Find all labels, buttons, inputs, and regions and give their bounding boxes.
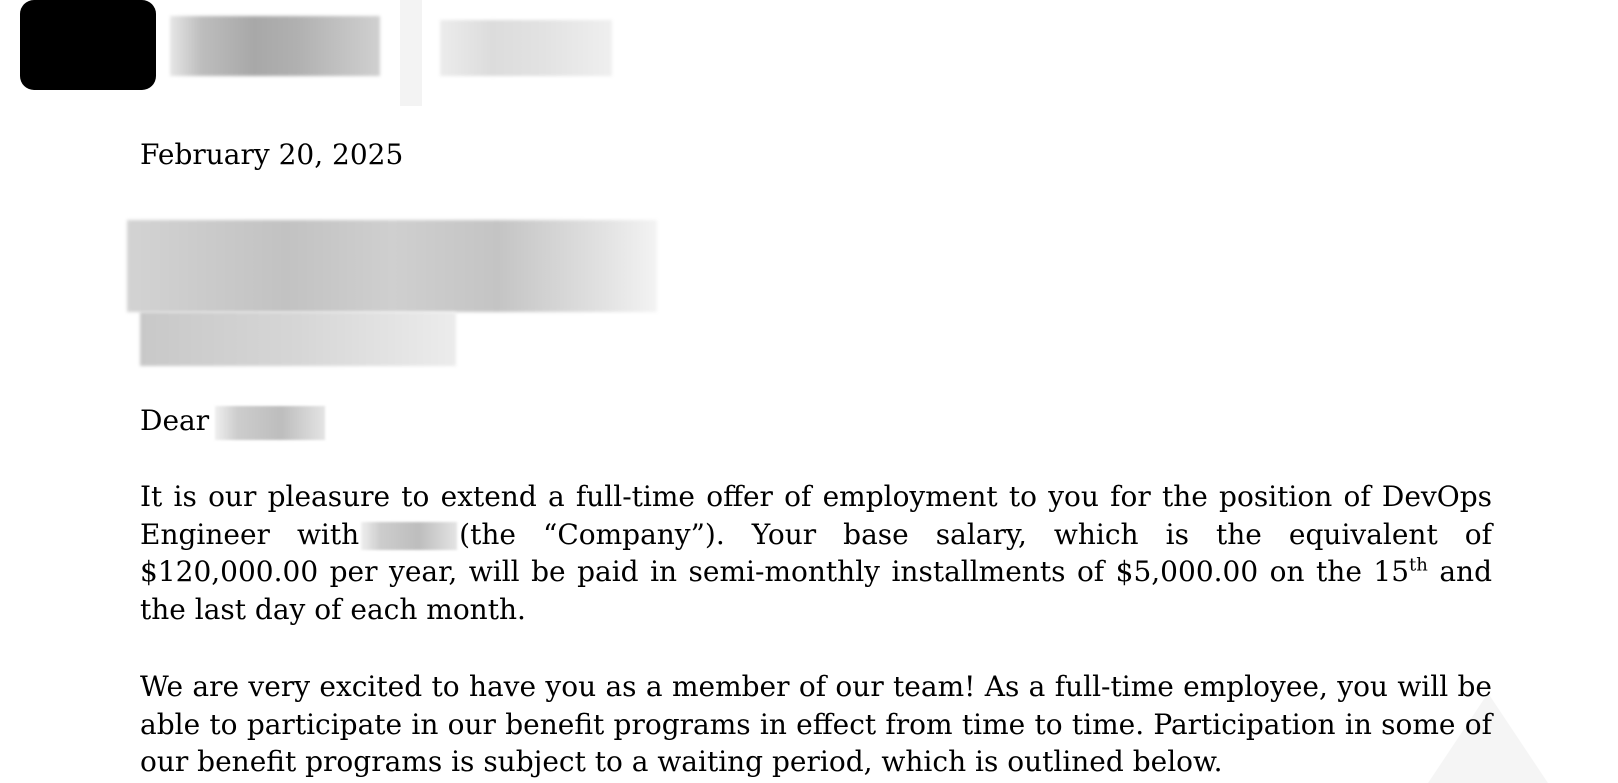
benefits-paragraph: We are very excited to have you as a member of our team! As a full-time employee, you will be able to participate in our benefit programs in effect from time to time. Participation in some of our benefit programs is subject to a waiting period, which is outlined below. xyxy=(140,670,1492,778)
salutation xyxy=(140,404,325,440)
letter-date: February 20, 2025 xyxy=(140,138,404,171)
offer-text-end: and the last day of each month. xyxy=(140,555,1492,626)
ordinal-suffix: th xyxy=(1409,554,1428,576)
offer-paragraph xyxy=(140,478,1492,628)
header-divider xyxy=(400,0,422,106)
redacted-company-inline xyxy=(361,522,457,550)
salutation-prefix: Dear xyxy=(140,404,210,437)
redacted-recipient-name xyxy=(215,406,325,440)
offer-text-start: It is our pleasure to extend a full-time offer of employment to you for the position of DevOps Engineer with xyxy=(140,480,1492,551)
redacted-company-name xyxy=(170,16,380,76)
redacted-address-lines xyxy=(127,220,657,312)
company-logo xyxy=(20,0,156,90)
redacted-address-last-line xyxy=(140,312,456,366)
redacted-company-tagline xyxy=(440,20,612,76)
watermark-shape xyxy=(1428,693,1548,783)
offer-text-middle: (the “Company”). Your base salary, which is the equivalent of $120,000.00 per year, will be paid in semi-monthly installments of $5,000.00 on the 15 xyxy=(140,517,1492,588)
